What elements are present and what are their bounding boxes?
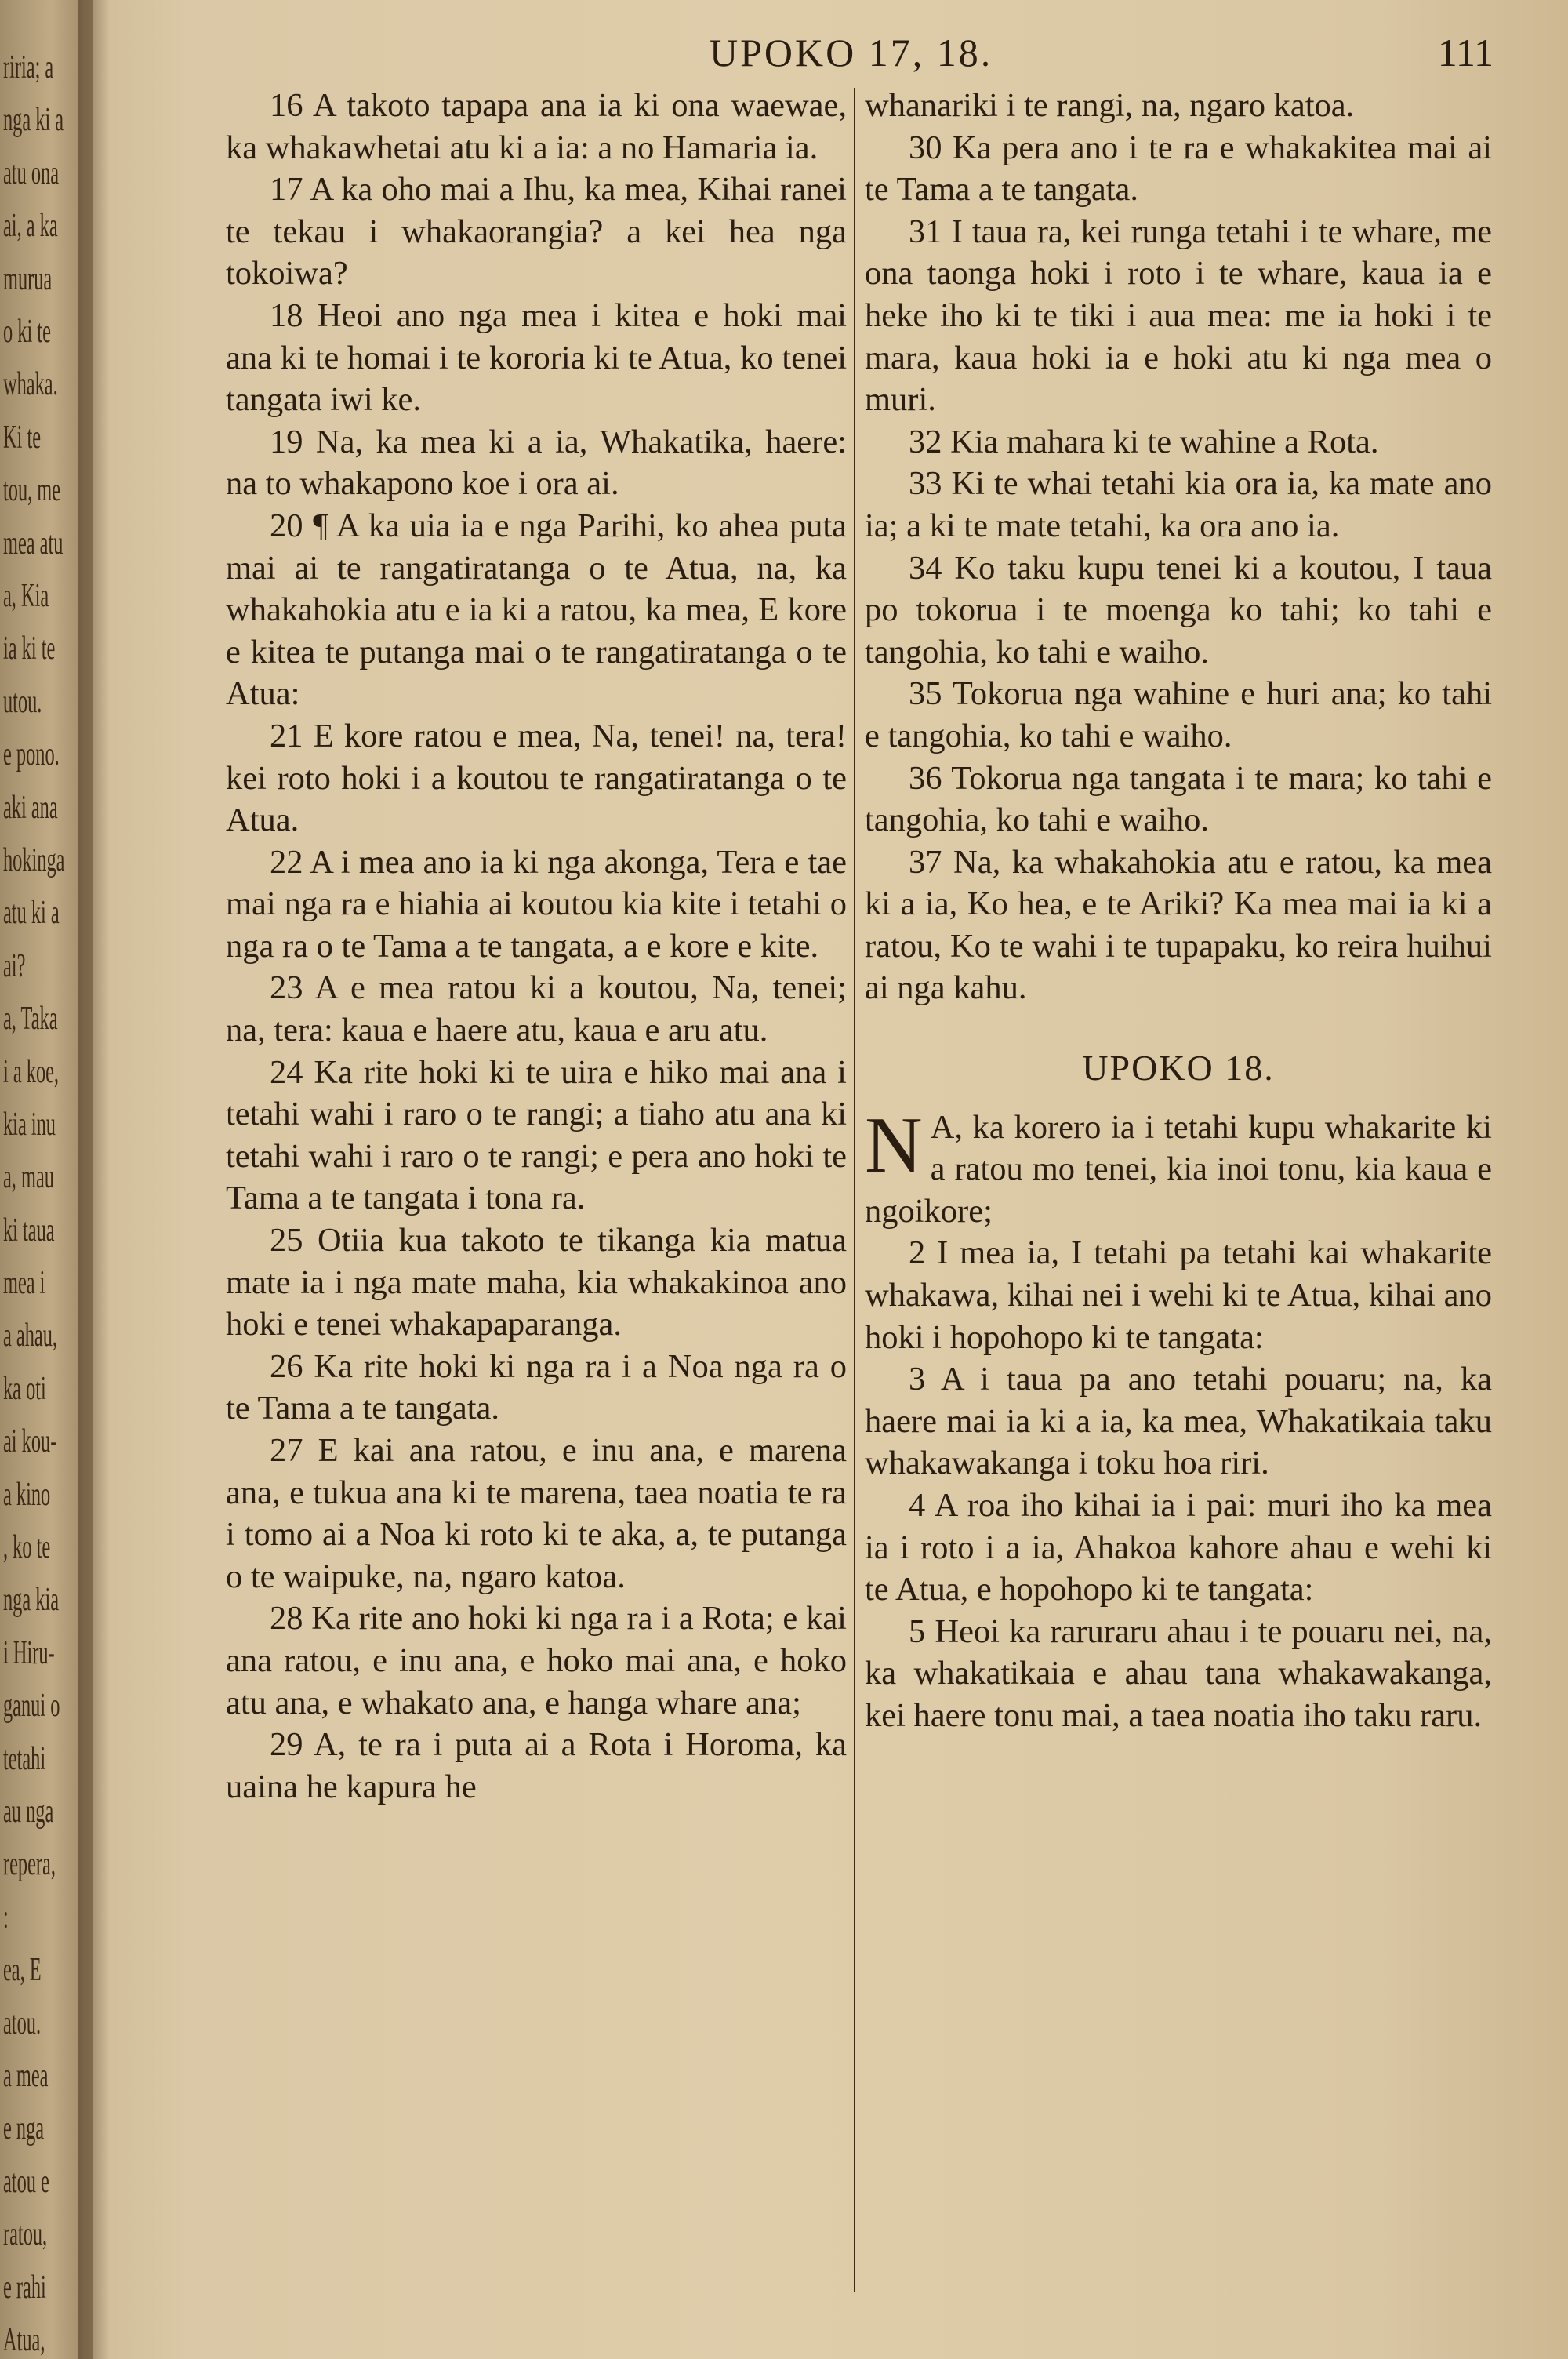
margin-fragment: ki taua xyxy=(3,1212,55,1249)
verse-text: A, ka korero ia i tetahi kupu whakarite ki a ratou mo tenei, kia inoi tonu, kia kaua e ngoikore; xyxy=(865,1108,1492,1230)
margin-fragment: , ko te xyxy=(3,1529,51,1566)
verse: 29 A, te ra i puta ai a Rota i Horoma, ka uaina he kapura he xyxy=(226,1726,847,1805)
margin-fragment: kia inu xyxy=(3,1106,56,1143)
margin-fragment: a, mau xyxy=(3,1159,54,1196)
drop-cap: N xyxy=(865,1100,923,1190)
margin-fragment: tou, me xyxy=(3,472,61,509)
verse: 19 Na, ka mea ki a ia, Whakatika, haere: na to whakapono koe i ora ai. xyxy=(226,423,847,503)
verse: 22 A i mea ano ia ki nga akonga, Tera e tae mai nga ra e hiahia ai koutou kia kite i tetahi o nga ra o te Tama a te tangata, a e kore e kite. xyxy=(226,843,847,965)
verse: 32 Kia mahara ki te wahine a Rota. xyxy=(909,423,1379,460)
column-rule xyxy=(854,88,855,2292)
margin-fragment: ai, a ka xyxy=(3,208,58,245)
margin-fragment: i a koe, xyxy=(3,1053,60,1090)
margin-fragment: a kino xyxy=(3,1476,51,1513)
verse: 30 Ka pera ano i te ra e whakakitea mai ai te Tama a te tangata. xyxy=(865,129,1492,209)
margin-fragment: whaka. xyxy=(3,366,58,403)
chapter-17-verses xyxy=(865,85,1492,1009)
verse: 37 Na, ka whakahokia atu e ratou, ka mea ki a ia, Ko hea, e te Ariki? Ka mea mai ia ki a ratou, Ko te wahi i te tupapaku, ko reira huihui ai nga kahu. xyxy=(865,843,1492,1007)
margin-fragment: atou. xyxy=(3,2005,42,2041)
margin-fragment: tetahi xyxy=(3,1740,46,1777)
verse: 3 A i taua pa ano tetahi pouaru; na, ka haere mai ia ki a ia, ka mea, Whakatikaia taku whakawakanga i toku hoa riri. xyxy=(865,1361,1492,1482)
verse: 23 A e mea ratou ki a koutou, Na, tenei; na, tera: kaua e haere atu, kaua e aru atu. xyxy=(226,969,847,1049)
margin-fragment: Atua, xyxy=(3,2322,45,2358)
margin-fragment: aki ana xyxy=(3,789,58,826)
margin-fragment: nga ki a xyxy=(3,102,64,139)
verse: 26 Ka rite hoki ki nga ra i a Noa nga ra o te Tama a te tangata. xyxy=(226,1347,847,1427)
margin-fragment: ai? xyxy=(3,947,26,984)
verse: 5 Heoi ka raruraru ahau i te pouaru nei, na, ka whakatikaia e ahau tana whakawakanga, kei haere tonu mai, a taea noatia iho taku raru. xyxy=(865,1612,1492,1734)
verse: 17 A ka oho mai a Ihu, ka mea, Kihai ranei te tekau i whakaorangia? a kei hea nga tokoiwa? xyxy=(226,171,847,293)
margin-fragment: a, Taka xyxy=(3,1001,58,1038)
margin-fragment: e pono. xyxy=(3,736,60,773)
margin-fragment: repera, xyxy=(3,1846,56,1883)
margin-fragment: ia ki te xyxy=(3,631,56,667)
margin-fragment: murua xyxy=(3,260,53,297)
verse: 25 Otiia kua takoto te tikanga kia matua mate ia i nga mate maha, kia whakakinoa ano hoki e tenei whakapaparanga. xyxy=(226,1222,847,1343)
verse: 2 I mea ia, I tetahi pa tetahi kai whakarite whakawa, kihai nei i wehi ki te Atua, kihai ano hoki i hopohopo ki te tangata: xyxy=(865,1234,1492,1356)
margin-fragment: mea atu xyxy=(3,525,64,562)
running-header xyxy=(223,30,1494,85)
margin-fragment: ka oti xyxy=(3,1370,46,1407)
margin-fragment: atu ona xyxy=(3,154,60,191)
margin-fragment: o ki te xyxy=(3,313,51,350)
verse: 18 Heoi ano nga mea i kitea e hoki mai ana ki te homai i te kororia ki te Atua, ko tenei tangata iwi ke. xyxy=(226,296,847,419)
verse: 33 Ki te whai tetahi kia ora ia, ka mate ano ia; a ki te mate tetahi, ka ora ano ia. xyxy=(865,465,1492,544)
margin-fragment: ea, E xyxy=(3,1952,42,1989)
margin-fragment: a, Kia xyxy=(3,577,49,614)
margin-fragment: atou e xyxy=(3,2163,49,2200)
right-column xyxy=(865,85,1492,1737)
margin-fragment: utou. xyxy=(3,683,42,720)
margin-fragment: ganui o xyxy=(3,1688,60,1725)
verse: 28 Ka rite ano hoki ki nga ra i a Rota; e kai ana ratou, e inu ana, e hoko mai ana, e hoko atu ana, e whakato ana, e hanga whare ana; xyxy=(226,1600,847,1721)
verse: 34 Ko taku kupu tenei ki a koutou, I taua po tokorua i te moenga ko tahi; ko tahi e tangohia, ko tahi e waiho. xyxy=(865,549,1492,671)
margin-fragment: a mea xyxy=(3,2058,49,2095)
left-column xyxy=(226,85,847,1808)
verse: 36 Tokorua nga tangata i te mara; ko tahi e tangohia, ko tahi e waiho. xyxy=(865,759,1492,839)
verse: 16 A takoto tapapa ana ia ki ona waewae, ka whakawhetai atu ki a ia: a no Hamaria ia. xyxy=(226,87,847,166)
margin-fragment: e nga xyxy=(3,2110,45,2147)
verse: 20 ¶ A ka uia ia e nga Parihi, ko ahea puta mai ai te rangatiratanga o te Atua, na, ka whakahokia atu e ia ki a ratou, ka mea, E kore e kitea te putanga mai o te rangatiratanga o te Atua: xyxy=(226,507,847,713)
verse: 27 E kai ana ratou, e inu ana, e marena ana, e tukua ana ki te marena, taea noatia te ra i tomo ai a Noa ki roto ki te aka, a, te putanga o te waipuke, na, ngaro katoa. xyxy=(226,1432,847,1595)
margin-fragment: atu ki a xyxy=(3,895,60,932)
margin-fragment: nga kia xyxy=(3,1582,60,1619)
chapter-18-verse-1 xyxy=(865,1100,1492,1233)
margin-fragment: ratou, xyxy=(3,2216,48,2253)
book-gutter xyxy=(78,0,110,2359)
verse: 35 Tokorua nga wahine e huri ana; ko tahi e tangohia, ko tahi e waiho. xyxy=(865,675,1492,754)
running-title: UPOKO 17, 18. xyxy=(710,31,993,75)
chapter-heading: UPOKO 18. xyxy=(1082,1048,1275,1089)
margin-fragment: i Hiru- xyxy=(3,1634,55,1671)
verse: 21 E kore ratou e mea, Na, tenei! na, tera! kei roto hoki i a koutou te rangatiratanga o te Atua. xyxy=(226,717,847,839)
margin-fragment: ai kou- xyxy=(3,1423,57,1460)
margin-fragment: au nga xyxy=(3,1794,54,1830)
margin-fragment: : xyxy=(3,1899,9,1936)
verse: 4 A roa iho kihai ia i pai: muri iho ka mea ia i roto i a ia, Ahakoa kahore ahau e wehi ki te Atua, e hopohopo ki te tangata: xyxy=(865,1487,1492,1608)
verse: 24 Ka rite hoki ki te uira e hiko mai ana i tetahi wahi i raro o te rangi; a tiaho atu ana ki tetahi wahi i raro o te rangi; e pera ano hoki te Tama a te tangata i tona ra. xyxy=(226,1053,847,1217)
verse: 31 I taua ra, kei runga tetahi i te whare, me ona taonga hoki i roto i te whare, kaua ia e heke iho ki te tiki i aua mea: me ia hoki i te mara, kaua hoki ia e hoki atu ki nga mea o muri. xyxy=(865,213,1492,419)
margin-fragment: a ahau, xyxy=(3,1318,57,1354)
margin-fragment: mea i xyxy=(3,1265,45,1302)
chapter-18-verses xyxy=(865,1232,1492,1736)
margin-fragment: e rahi xyxy=(3,2269,46,2306)
margin-fragment: hokinga xyxy=(3,841,65,878)
margin-fragment: riria; a xyxy=(3,49,54,85)
margin-fragment: Ki te xyxy=(3,419,42,456)
page-number: 111 xyxy=(1437,31,1494,75)
verse: whanariki i te rangi, na, ngaro katoa. xyxy=(865,87,1355,124)
